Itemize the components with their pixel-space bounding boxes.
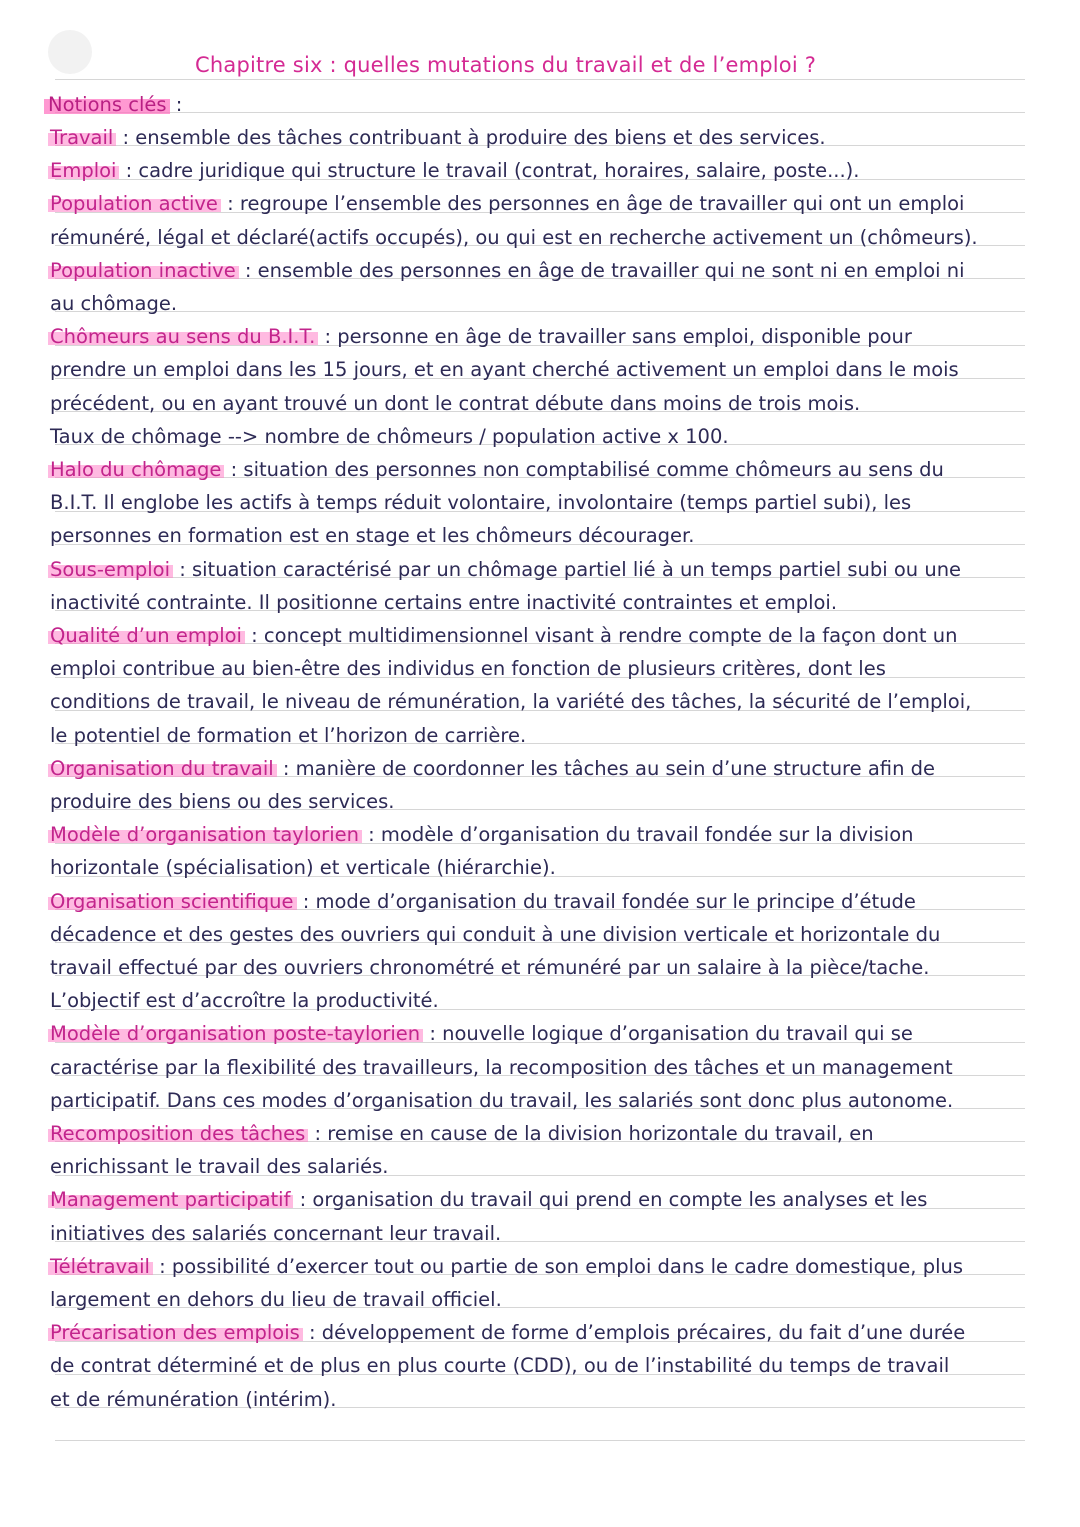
continuation-text: B.I.T. Il englobe les actifs à temps réduit volontaire, involontaire (temps partiel subi), les	[50, 491, 912, 515]
text-line	[50, 557, 961, 583]
text-line	[50, 258, 965, 284]
continuation-text: inactivité contrainte. Il positionne certains entre inactivité contraintes et emploi.	[50, 590, 838, 614]
key-term: Chômeurs au sens du B.I.T.	[48, 325, 318, 348]
definition-text: : situation des personnes non comptabilisé comme chômeurs au sens du	[224, 458, 944, 481]
text-line	[50, 1353, 949, 1379]
continuation-text: et de rémunération (intérim).	[50, 1387, 337, 1411]
continuation-text: horizontale (spécialisation) et verticale (hiérarchie).	[50, 856, 556, 880]
continuation-text: L’objectif est d’accroître la productivité.	[50, 989, 439, 1013]
text-line	[50, 424, 729, 450]
text-line	[50, 1287, 502, 1313]
rule-line	[55, 112, 1025, 113]
key-term: Travail	[48, 126, 116, 149]
text-line	[50, 457, 944, 483]
text-line	[50, 125, 826, 151]
text-line	[50, 1021, 913, 1047]
key-term: Emploi	[48, 159, 119, 182]
text-line	[50, 1055, 953, 1081]
text-line	[50, 955, 929, 981]
key-term: Management participatif	[48, 1188, 293, 1211]
rule-line	[55, 79, 1025, 80]
section-colon: :	[169, 93, 183, 116]
text-line	[50, 158, 859, 184]
continuation-text: de contrat déterminé et de plus en plus courte (CDD), ou de l’instabilité du temps de travail	[50, 1354, 950, 1378]
rule-line	[55, 1440, 1025, 1441]
continuation-text: Taux de chômage --> nombre de chômeurs / population active x 100.	[50, 424, 729, 448]
definition-text: : personne en âge de travailler sans emploi, disponible pour	[318, 325, 912, 349]
text-line	[50, 1088, 953, 1114]
definition-text: : mode d’organisation du travail fondée sur le principe d’étude	[296, 889, 916, 913]
text-line	[50, 590, 837, 616]
text-line	[50, 1154, 389, 1180]
text-line	[50, 357, 959, 383]
text-line	[50, 1387, 337, 1413]
definition-text: : regroupe l’ensemble des personnes en âge de travailler qui ont un emploi	[220, 192, 965, 216]
text-line	[50, 988, 439, 1014]
section-label: Notions clés	[44, 93, 170, 116]
definition-text: : développement de forme d’emplois précaires, du fait d’une durée	[302, 1321, 966, 1345]
text-line	[50, 1121, 874, 1147]
continuation-text: conditions de travail, le niveau de rémunération, la variété des tâches, la sécurité de l’emploi,	[50, 690, 972, 714]
text-line	[50, 1221, 501, 1247]
continuation-text: caractérise par la flexibilité des travailleurs, la recomposition des tâches et un management	[50, 1055, 953, 1079]
continuation-text: décadence et des gestes des ouvriers qui conduit à une division verticale et horizontale du	[50, 922, 941, 946]
continuation-text: rémunéré, légal et déclaré(actifs occupés), ou qui est en recherche activement un (chômeurs).	[50, 225, 978, 249]
continuation-text: emploi contribue au bien-être des individus en fonction de plusieurs critères, dont les	[50, 657, 886, 681]
continuation-text: le potentiel de formation et l’horizon de carrière.	[50, 723, 527, 747]
continuation-text: précédent, ou en ayant trouvé un dont le contrat débute dans moins de trois mois.	[50, 391, 861, 415]
key-term: Sous-emploi	[48, 558, 173, 581]
continuation-text: produire des biens ou des services.	[50, 790, 395, 813]
key-term: Halo du chômage	[48, 458, 224, 481]
key-term: Télétravail	[48, 1255, 153, 1278]
continuation-text: travail effectué par des ouvriers chronométré et rémunéré par un salaire à la pièce/tache.	[50, 956, 930, 979]
key-term: Population active	[48, 192, 221, 215]
definition-text: : cadre juridique qui structure le travail (contrat, horaires, salaire, poste...).	[119, 159, 860, 183]
text-line	[50, 391, 860, 417]
key-term: Précarisation des emplois	[48, 1321, 303, 1344]
text-line	[50, 490, 911, 516]
text-line	[50, 523, 694, 549]
text-line	[50, 324, 912, 350]
definition-text: : manière de coordonner les tâches au sein d’une structure afin de	[276, 756, 935, 780]
definition-text: : situation caractérisé par un chômage partiel lié à un temps partiel subi ou une	[173, 557, 962, 581]
definition-text: : nouvelle logique d’organisation du travail qui se	[423, 1022, 913, 1046]
text-line	[50, 756, 935, 782]
section-heading	[50, 92, 182, 118]
key-term: Population inactive	[48, 259, 239, 282]
definition-text: : modèle d’organisation du travail fondée sur la division	[361, 823, 914, 847]
key-term: Recomposition des tâches	[48, 1122, 308, 1145]
continuation-text: initiatives des salariés concernant leur travail.	[50, 1221, 502, 1245]
text-line	[50, 889, 916, 915]
definition-text: : concept multidimensionnel visant à rendre compte de la façon dont un	[244, 624, 958, 647]
key-term: Modèle d’organisation taylorien	[48, 823, 362, 846]
rule-line	[55, 311, 1025, 312]
text-line	[50, 689, 971, 715]
definition-text: : remise en cause de la division horizontale du travail, en	[308, 1122, 874, 1145]
key-term: Organisation du travail	[48, 757, 277, 780]
definition-text: : organisation du travail qui prend en compte les analyses et les	[293, 1188, 928, 1212]
text-line	[50, 822, 914, 848]
key-term: Modèle d’organisation poste-taylorien	[48, 1022, 423, 1045]
definition-text: : ensemble des tâches contribuant à produire des biens et des services.	[116, 126, 826, 149]
continuation-text: au chômage.	[50, 292, 178, 315]
text-line	[50, 656, 886, 682]
text-line	[50, 1254, 963, 1280]
page-title: Chapitre six : quelles mutations du travail et de l’emploi ?	[195, 53, 817, 77]
text-line	[50, 855, 556, 881]
text-line	[50, 623, 958, 649]
definition-text: : possibilité d’exercer tout ou partie de son emploi dans le cadre domestique, plus	[152, 1254, 964, 1278]
continuation-text: enrichissant le travail des salariés.	[50, 1155, 389, 1179]
text-line	[50, 1187, 927, 1213]
continuation-text: participatif. Dans ces modes d’organisation du travail, les salariés sont donc plus autonome.	[50, 1088, 954, 1112]
definition-text: : ensemble des personnes en âge de travailler qui ne sont ni en emploi ni	[238, 258, 965, 282]
text-line	[50, 225, 978, 251]
text-line	[50, 922, 940, 948]
text-line	[50, 1320, 965, 1346]
text-line	[50, 291, 177, 317]
text-line	[50, 789, 395, 815]
key-term: Organisation scientifique	[48, 890, 297, 913]
continuation-text: personnes en formation est en stage et les chômeurs décourager.	[50, 524, 695, 548]
text-line	[50, 191, 964, 217]
key-term: Qualité d’un emploi	[48, 624, 245, 647]
text-line	[50, 723, 526, 749]
continuation-text: largement en dehors du lieu de travail officiel.	[50, 1288, 502, 1311]
continuation-text: prendre un emploi dans les 15 jours, et en ayant cherché activement un emploi dans le mois	[50, 358, 959, 382]
